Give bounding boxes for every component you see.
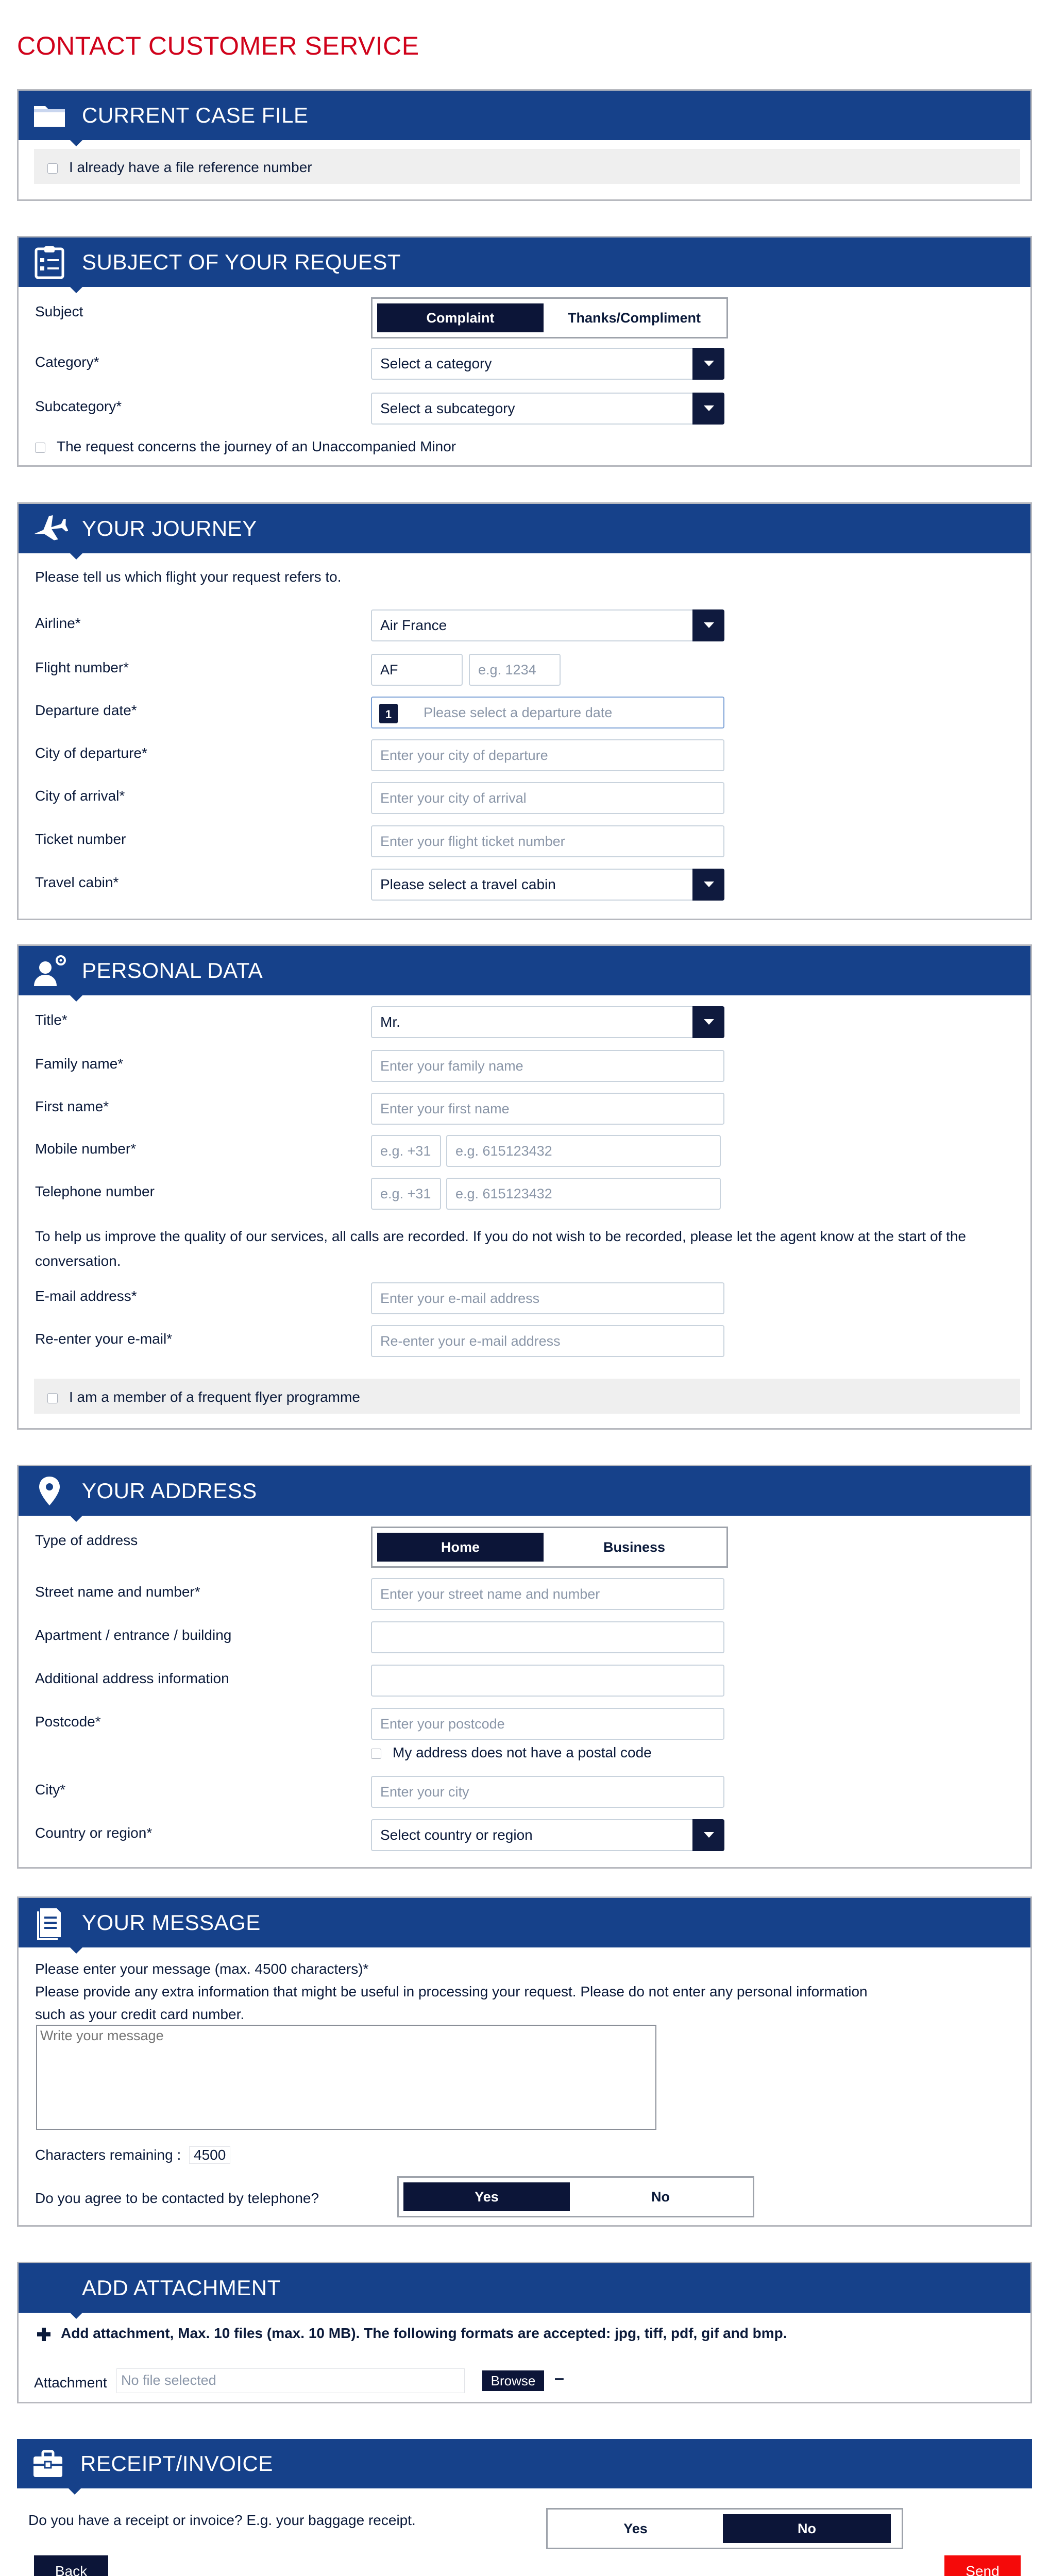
airline-select[interactable] <box>371 609 724 641</box>
subject-title: SUBJECT OF YOUR REQUEST <box>82 250 401 274</box>
address-type-business[interactable]: Business <box>603 1539 666 1555</box>
subject-option-thanks[interactable]: Thanks/Compliment <box>567 310 701 326</box>
street-label: Street name and number* <box>35 1584 200 1600</box>
minor-row[interactable] <box>35 438 456 455</box>
attachment-file-input[interactable]: No file selected <box>116 2368 465 2393</box>
first-name-input[interactable] <box>371 1093 724 1125</box>
journey-header <box>19 504 1030 553</box>
family-name-input[interactable] <box>371 1050 724 1082</box>
send-button[interactable]: Send <box>944 2555 1021 2576</box>
flight-number-input[interactable] <box>469 654 561 686</box>
document-icon <box>31 1905 68 1940</box>
browse-button[interactable]: Browse <box>482 2370 544 2391</box>
phone-contact-toggle <box>397 2176 754 2217</box>
message-header <box>19 1898 1030 1947</box>
departure-date-input[interactable] <box>371 697 724 728</box>
subject-toggle <box>371 297 728 338</box>
journey-title: YOUR JOURNEY <box>82 516 257 540</box>
message-section <box>17 1896 1032 2227</box>
personal-title: PERSONAL DATA <box>82 958 263 982</box>
departure-date-label: Departure date* <box>35 702 137 718</box>
frequent-flyer-label: I am a member of a frequent flyer programme <box>69 1389 360 1405</box>
additional-info-input[interactable] <box>371 1665 724 1697</box>
city-arrival-label: City of arrival* <box>35 788 125 804</box>
personal-section <box>17 944 1032 1430</box>
chevron-down-icon[interactable] <box>692 1819 724 1851</box>
case-reference-row[interactable] <box>34 149 1020 184</box>
plus-icon[interactable] <box>36 2327 52 2342</box>
flight-number-label: Flight number* <box>35 659 129 675</box>
family-name-label: Family name* <box>35 1056 124 1072</box>
address-title: YOUR ADDRESS <box>82 1479 257 1503</box>
email-confirm-label: Re-enter your e-mail* <box>35 1331 173 1347</box>
address-type-home[interactable]: Home <box>377 1533 544 1562</box>
receipt-question: Do you have a receipt or invoice? E.g. your baggage receipt. <box>28 2512 416 2528</box>
address-section <box>17 1465 1032 1869</box>
case-reference-label: I already have a file reference number <box>69 159 312 175</box>
ticket-number-label: Ticket number <box>35 831 126 847</box>
subcategory-label: Subcategory* <box>35 398 122 414</box>
city-arrival-input[interactable] <box>371 782 724 814</box>
message-textarea[interactable] <box>36 2025 656 2130</box>
remove-attachment-button[interactable]: – <box>554 2368 564 2388</box>
ticket-number-input[interactable] <box>371 825 724 857</box>
page-title: CONTACT CUSTOMER SERVICE <box>17 31 419 60</box>
address-header <box>19 1466 1030 1516</box>
subject-option-complaint[interactable]: Complaint <box>377 303 544 332</box>
attachment-header <box>19 2263 1030 2313</box>
minor-checkbox[interactable] <box>35 443 45 453</box>
message-title: YOUR MESSAGE <box>82 1910 261 1935</box>
message-help-line2: such as your credit card number. <box>35 2006 245 2022</box>
case-file-header <box>19 91 1030 140</box>
airline-value: Air France <box>380 617 447 633</box>
city-departure-label: City of departure* <box>35 745 147 761</box>
no-postcode-checkbox[interactable] <box>371 1749 381 1759</box>
chevron-down-icon[interactable] <box>692 1006 724 1038</box>
chevron-down-icon[interactable] <box>692 393 724 425</box>
characters-remaining-label: Characters remaining : <box>35 2147 181 2163</box>
first-name-label: First name* <box>35 1098 109 1114</box>
email-label: E-mail address* <box>35 1288 137 1304</box>
no-postcode-row[interactable] <box>371 1744 652 1761</box>
telephone-prefix-input[interactable] <box>371 1178 441 1210</box>
category-value: Select a category <box>380 355 492 371</box>
address-type-label: Type of address <box>35 1532 138 1548</box>
receipt-no[interactable]: No <box>723 2514 891 2543</box>
email-input[interactable] <box>371 1282 724 1314</box>
characters-remaining-value: 4500 <box>189 2146 230 2164</box>
phone-contact-no[interactable]: No <box>651 2189 670 2205</box>
additional-info-label: Additional address information <box>35 1670 229 1686</box>
title-value: Mr. <box>380 1014 400 1030</box>
country-value: Select country or region <box>380 1827 533 1843</box>
city-label: City* <box>35 1782 66 1798</box>
mobile-prefix-input[interactable] <box>371 1135 441 1167</box>
case-file-section <box>17 89 1032 201</box>
subcategory-value: Select a subcategory <box>380 400 515 416</box>
message-help-line1: Please provide any extra information that might be useful in processing your request. Please do not enter any personal information <box>35 1984 868 1999</box>
frequent-flyer-row[interactable] <box>34 1379 1020 1414</box>
country-label: Country or region* <box>35 1825 153 1841</box>
no-postcode-label: My address does not have a postal code <box>393 1744 652 1760</box>
receipt-yes[interactable]: Yes <box>623 2521 648 2536</box>
airline-label: Airline* <box>35 615 81 631</box>
chevron-down-icon[interactable] <box>692 348 724 380</box>
city-departure-input[interactable] <box>371 739 724 771</box>
message-instruction: Please enter your message (max. 4500 characters)* <box>35 1961 369 1977</box>
attachment-section <box>17 2262 1032 2403</box>
clipboard-icon <box>31 245 68 280</box>
postcode-label: Postcode* <box>35 1714 101 1730</box>
telephone-label: Telephone number <box>35 1183 155 1199</box>
phone-contact-label: Do you agree to be contacted by telephone? <box>35 2190 319 2206</box>
mobile-number-input[interactable] <box>446 1135 721 1167</box>
case-file-title: CURRENT CASE FILE <box>82 103 309 127</box>
minor-label: The request concerns the journey of an Unaccompanied Minor <box>57 438 456 454</box>
attachment-info-row <box>36 2325 787 2342</box>
suitcase-icon <box>29 2446 66 2481</box>
attachment-title: ADD ATTACHMENT <box>82 2276 281 2300</box>
attachment-label: Attachment <box>34 2375 107 2391</box>
recording-notice: To help us improve the quality of our services, all calls are recorded. If you do not wish to be recorded, please let the agent know at the start of the conversation. <box>35 1228 966 1269</box>
category-label: Category* <box>35 354 99 370</box>
characters-remaining <box>35 2146 230 2164</box>
category-select[interactable] <box>371 348 724 380</box>
telephone-number-input[interactable] <box>446 1178 721 1210</box>
chevron-down-icon[interactable] <box>692 609 724 641</box>
calendar-icon[interactable]: 1 <box>379 704 398 723</box>
subject-header <box>19 238 1030 287</box>
title-label: Title* <box>35 1012 67 1028</box>
journey-section <box>17 502 1032 920</box>
address-type-toggle <box>371 1527 728 1568</box>
location-pin-icon <box>31 1473 68 1509</box>
receipt-title: RECEIPT/INVOICE <box>80 2451 273 2476</box>
travel-cabin-value: Please select a travel cabin <box>380 876 556 892</box>
travel-cabin-label: Travel cabin* <box>35 874 119 890</box>
receipt-header <box>17 2439 1032 2488</box>
title-select[interactable] <box>371 1006 724 1038</box>
apartment-input[interactable] <box>371 1621 724 1653</box>
chevron-down-icon[interactable] <box>692 869 724 901</box>
email-confirm-input[interactable] <box>371 1325 724 1357</box>
airplane-icon <box>31 511 68 546</box>
case-reference-checkbox[interactable] <box>47 163 58 174</box>
mobile-label: Mobile number* <box>35 1141 137 1157</box>
travel-cabin-select[interactable] <box>371 869 724 901</box>
postcode-input[interactable] <box>371 1708 724 1740</box>
frequent-flyer-checkbox[interactable] <box>47 1393 58 1403</box>
back-button[interactable]: Back <box>34 2555 108 2576</box>
street-input[interactable] <box>371 1578 724 1610</box>
folder-icon <box>31 98 68 133</box>
receipt-section <box>17 2439 1032 2539</box>
subject-section <box>17 236 1032 467</box>
flight-prefix-input[interactable] <box>371 654 463 686</box>
receipt-toggle <box>546 2508 903 2549</box>
journey-intro: Please tell us which flight your request refers to. <box>35 569 342 585</box>
phone-contact-yes[interactable]: Yes <box>403 2182 570 2211</box>
subcategory-select[interactable] <box>371 393 724 425</box>
country-select[interactable] <box>371 1819 724 1851</box>
user-gear-icon <box>31 953 68 988</box>
subject-label: Subject <box>35 303 83 319</box>
apartment-label: Apartment / entrance / building <box>35 1627 232 1643</box>
city-input[interactable] <box>371 1776 724 1808</box>
attachment-info: Add attachment, Max. 10 files (max. 10 MB). The following formats are accepted: jpg, tiff, pdf, gif and bmp. <box>61 2325 787 2341</box>
departure-date-placeholder: Please select a departure date <box>424 705 613 720</box>
personal-header <box>19 946 1030 995</box>
